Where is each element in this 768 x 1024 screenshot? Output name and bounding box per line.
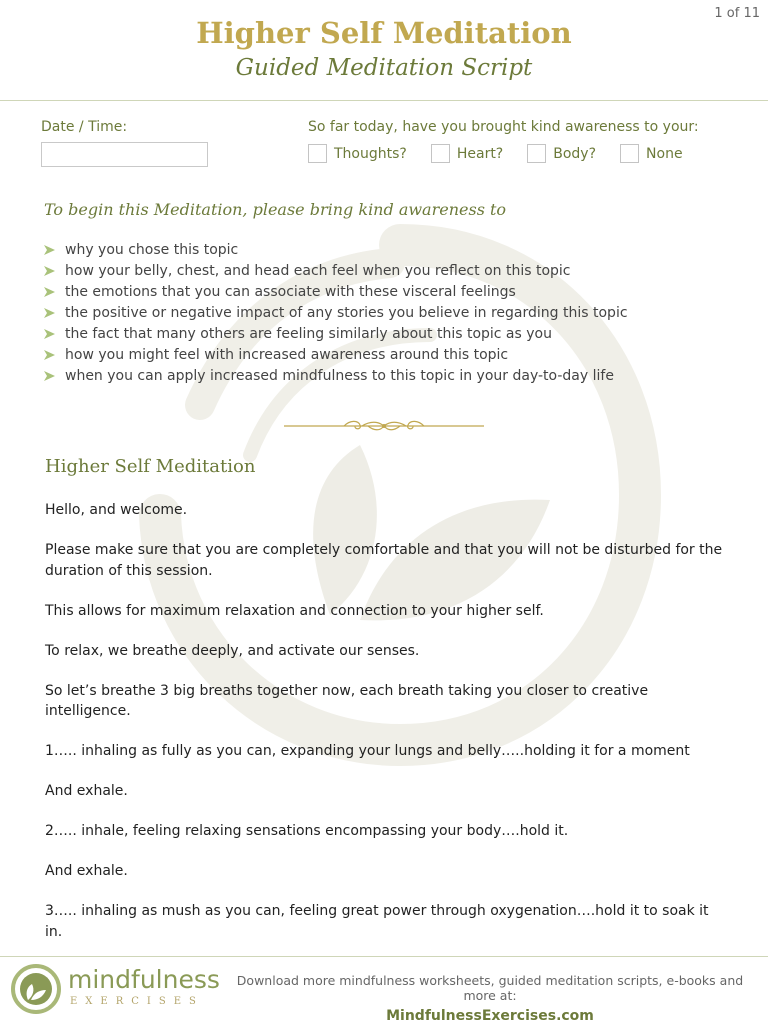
arrow-bullet-icon (44, 266, 55, 276)
option-none[interactable] (620, 144, 683, 163)
thoughts-checkbox[interactable] (308, 144, 327, 163)
option-body[interactable] (527, 144, 596, 163)
script-heading: Higher Self Meditation (45, 456, 256, 477)
list-item (44, 365, 628, 386)
bullet-text: when you can apply increased mindfulness to this topic in your day-to-day life (65, 367, 614, 384)
bullet-text: the fact that many others are feeling similarly about this topic as you (65, 325, 552, 342)
script-paragraph: This allows for maximum relaxation and connection to your higher self. (45, 602, 544, 619)
awareness-group (308, 119, 707, 163)
heart-checkbox[interactable] (431, 144, 450, 163)
script-paragraph: 1….. inhaling as fully as you can, expanding your lungs and belly…..holding it for a moment (45, 743, 690, 759)
option-thoughts[interactable] (308, 144, 407, 163)
script-paragraph: So let’s breathe 3 big breaths together now, each breath taking you closer to creative intelligence. (45, 682, 649, 719)
list-item (44, 323, 628, 344)
bullet-text: the emotions that you can associate with these visceral feelings (65, 283, 516, 300)
list-item (44, 344, 628, 365)
intro-heading: To begin this Meditation, please bring kind awareness to (44, 200, 507, 219)
script-paragraph: And exhale. (45, 783, 128, 799)
leaf-circle-logo-icon (9, 962, 63, 1016)
header-divider (0, 100, 768, 101)
script-paragraph: Hello, and welcome. (45, 502, 188, 518)
script-body (45, 500, 725, 942)
bullet-text: how your belly, chest, and head each feel when you reflect on this topic (65, 262, 571, 279)
document-header (0, 14, 768, 84)
brand-name: mindfulness (68, 965, 220, 994)
ornamental-divider (284, 419, 484, 433)
script-paragraph: 3….. inhaling as mush as you can, feeling great power through oxygenation….hold it to soak it in. (45, 903, 709, 940)
footer-promo-block (220, 973, 760, 1024)
date-time-group (41, 119, 208, 167)
bullet-text: why you chose this topic (65, 241, 239, 258)
awareness-options (308, 144, 707, 163)
script-paragraph: Please make sure that you are completely comfortable and that you will not be disturbed for the duration of this session. (45, 542, 723, 579)
arrow-bullet-icon (44, 371, 55, 381)
list-item (44, 281, 628, 302)
document-title: Higher Self Meditation (196, 16, 572, 50)
list-item (44, 302, 628, 323)
script-paragraph: 2….. inhale, feeling relaxing sensations encompassing your body….hold it. (45, 823, 569, 839)
awareness-question: So far today, have you brought kind awareness to your: (308, 119, 699, 135)
option-heart[interactable] (431, 144, 503, 163)
thoughts-label: Thoughts? (334, 145, 407, 162)
none-label: None (646, 145, 683, 162)
bullet-text: how you might feel with increased awareness around this topic (65, 346, 509, 363)
footer-promo-text: Download more mindfulness worksheets, guided meditation scripts, e-books and more at: (236, 973, 744, 1003)
date-time-field[interactable] (41, 142, 208, 167)
script-paragraph: And exhale. (45, 863, 128, 879)
none-checkbox[interactable] (620, 144, 639, 163)
list-item (44, 239, 628, 260)
document-subtitle: Guided Meditation Script (235, 55, 533, 81)
date-time-label: Date / Time: (41, 119, 128, 135)
body-label: Body? (553, 145, 597, 162)
intro-bullet-list (44, 239, 628, 386)
arrow-bullet-icon (44, 287, 55, 297)
arrow-bullet-icon (44, 329, 55, 339)
arrow-bullet-icon (44, 245, 55, 255)
script-paragraph: To relax, we breathe deeply, and activate our senses. (45, 642, 420, 659)
arrow-bullet-icon (44, 350, 55, 360)
heart-label: Heart? (456, 145, 504, 162)
website-link[interactable]: MindfulnessExercises.com (386, 1008, 594, 1024)
page-indicator: 1 of 11 (714, 6, 760, 21)
bullet-text: the positive or negative impact of any stories you believe in regarding this topic (65, 304, 628, 321)
arrow-bullet-icon (44, 308, 55, 318)
footer-divider (0, 956, 768, 957)
brand-subtitle: EXERCISES (70, 996, 204, 1007)
list-item (44, 260, 628, 281)
body-checkbox[interactable] (527, 144, 546, 163)
